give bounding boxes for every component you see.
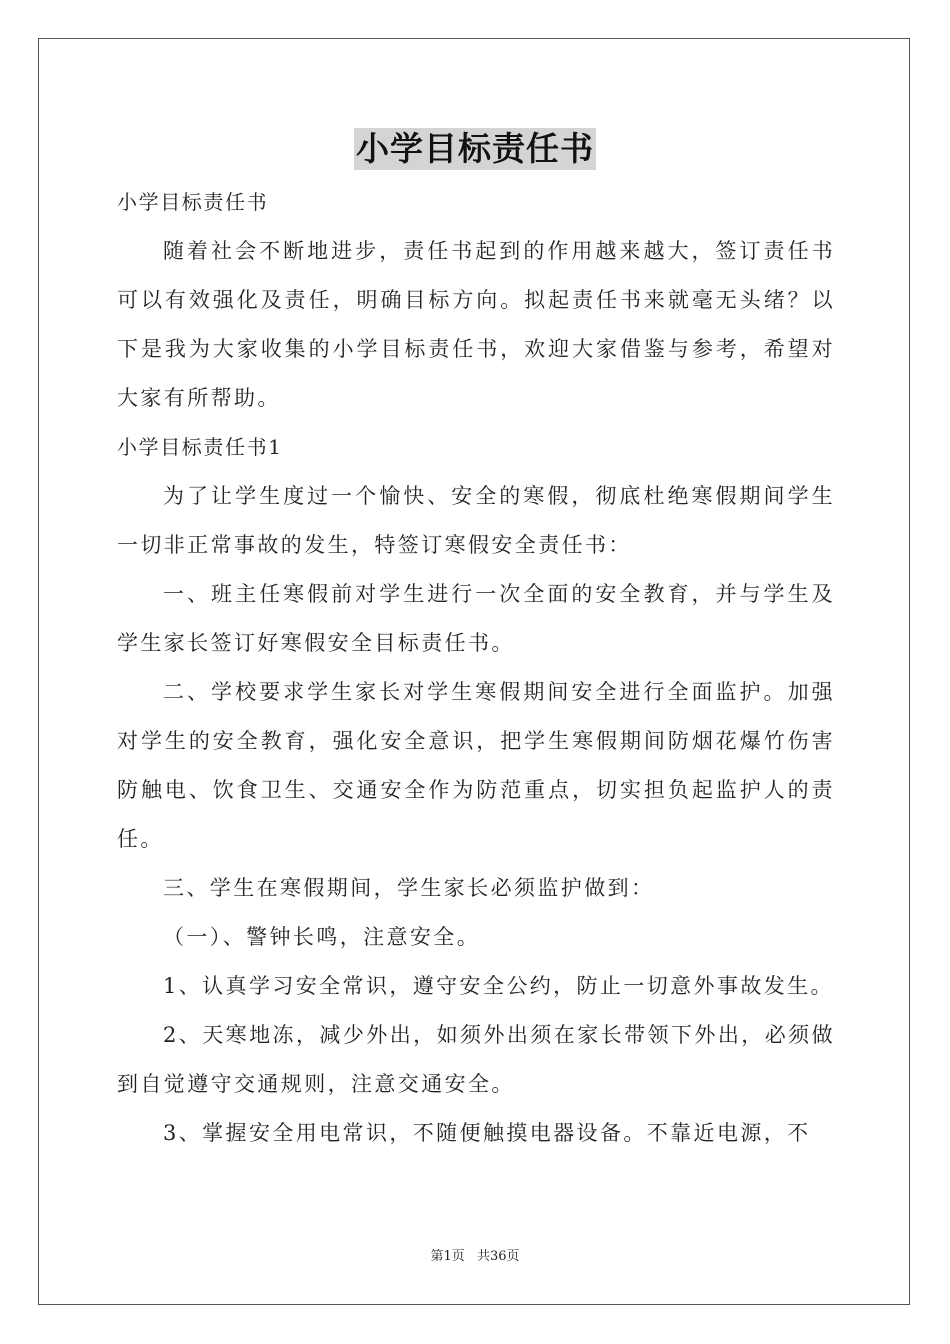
paragraph: 三、学生在寒假期间，学生家长必须监护做到：	[163, 876, 655, 900]
paragraph: 一、班主任寒假前对学生进行一次全面的安全教育，并与学生及学生家长签订好寒假安全目标责任书。	[117, 582, 835, 655]
paragraph: （一）、警钟长鸣，注意安全。	[163, 925, 481, 949]
document-title-text: 小学目标责任书	[356, 129, 594, 168]
paragraph: 为了让学生度过一个愉快、安全的寒假，彻底杜绝寒假期间学生一切非正常事故的发生，特签订寒假安全责任书：	[117, 484, 835, 557]
page-number: 第1页	[430, 1249, 465, 1264]
paragraph-heading: 小学目标责任书	[117, 190, 269, 214]
paragraph-heading: 小学目标责任书1	[117, 435, 283, 459]
document-title	[0, 128, 950, 170]
paragraph: 随着社会不断地进步，责任书起到的作用越来越大，签订责任书可以有效强化及责任，明确目标方向。拟起责任书来就毫无头绪？以下是我为大家收集的小学目标责任书，欢迎大家借鉴与参考，希望对大家有所帮助。	[117, 239, 835, 410]
page-total: 共36页	[476, 1249, 520, 1264]
page-footer	[0, 1245, 950, 1264]
paragraph: 1、认真学习安全常识，遵守安全公约，防止一切意外事故发生。	[163, 974, 834, 998]
document-body	[117, 178, 835, 1158]
paragraph: 2、天寒地冻，减少外出，如须外出须在家长带领下外出，必须做到自觉遵守交通规则，注意交通安全。	[117, 1023, 835, 1096]
paragraph: 3、掌握安全用电常识，不随便触摸电器设备。不靠近电源，不	[163, 1121, 811, 1145]
paragraph: 二、学校要求学生家长对学生寒假期间安全进行全面监护。加强对学生的安全教育，强化安全意识，把学生寒假期间防烟花爆竹伤害防触电、饮食卫生、交通安全作为防范重点，切实担负起监护人的责任。	[117, 680, 835, 851]
